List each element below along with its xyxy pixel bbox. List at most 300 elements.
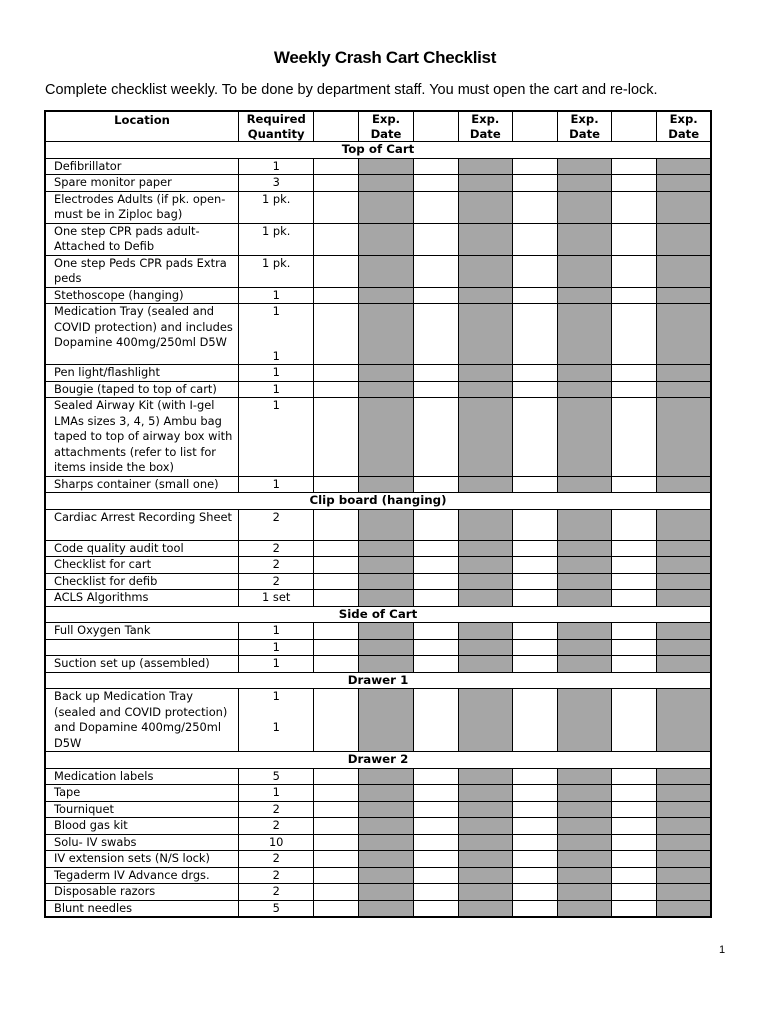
exp-date-cell[interactable] xyxy=(557,834,611,851)
check-cell[interactable] xyxy=(314,476,359,493)
exp-date-cell[interactable] xyxy=(657,223,711,255)
check-cell[interactable] xyxy=(314,573,359,590)
check-cell[interactable] xyxy=(413,223,458,255)
exp-date-cell[interactable] xyxy=(359,573,413,590)
exp-date-cell[interactable] xyxy=(458,801,512,818)
check-cell[interactable] xyxy=(314,801,359,818)
exp-date-cell[interactable] xyxy=(458,884,512,901)
exp-date-cell[interactable] xyxy=(657,884,711,901)
check-cell[interactable] xyxy=(612,867,657,884)
item-location: Checklist for defib xyxy=(45,573,239,590)
check-cell[interactable] xyxy=(612,158,657,175)
check-cell[interactable] xyxy=(512,590,557,607)
exp-date-cell[interactable] xyxy=(458,834,512,851)
exp-date-cell[interactable] xyxy=(458,590,512,607)
exp-date-cell[interactable] xyxy=(359,304,413,365)
check-cell[interactable] xyxy=(314,287,359,304)
exp-date-cell[interactable] xyxy=(359,381,413,398)
checklist-row xyxy=(45,255,711,287)
checklist-row xyxy=(45,557,711,574)
checklist-row xyxy=(45,689,711,752)
check-cell[interactable] xyxy=(612,476,657,493)
quantity-value: 2 xyxy=(272,573,280,588)
check-cell[interactable] xyxy=(612,639,657,656)
item-location: Back up Medication Tray (sealed and COVID protection) and Dopamine 400mg/250ml D5W xyxy=(45,689,239,752)
check-cell[interactable] xyxy=(612,768,657,785)
exp-date-cell[interactable] xyxy=(557,175,611,192)
check-cell[interactable] xyxy=(612,287,657,304)
check-cell[interactable] xyxy=(314,768,359,785)
exp-date-cell[interactable] xyxy=(557,623,611,640)
exp-date-cell[interactable] xyxy=(458,689,512,752)
check-cell[interactable] xyxy=(512,623,557,640)
exp-date-cell[interactable] xyxy=(557,867,611,884)
check-cell[interactable] xyxy=(512,304,557,365)
check-cell[interactable] xyxy=(612,851,657,868)
check-cell[interactable] xyxy=(512,287,557,304)
exp-date-cell[interactable] xyxy=(359,557,413,574)
check-cell[interactable] xyxy=(612,623,657,640)
check-cell[interactable] xyxy=(512,476,557,493)
exp-date-cell[interactable] xyxy=(359,639,413,656)
check-header-4 xyxy=(612,111,657,142)
item-location: Spare monitor paper xyxy=(45,175,239,192)
check-cell[interactable] xyxy=(612,557,657,574)
check-cell[interactable] xyxy=(512,851,557,868)
check-cell[interactable] xyxy=(612,509,657,540)
check-cell[interactable] xyxy=(512,398,557,477)
check-cell[interactable] xyxy=(612,689,657,752)
check-cell[interactable] xyxy=(612,818,657,835)
exp-date-cell[interactable] xyxy=(657,540,711,557)
check-cell[interactable] xyxy=(512,689,557,752)
exp-date-header-4: Exp. Date xyxy=(657,111,711,142)
check-cell[interactable] xyxy=(512,540,557,557)
check-cell[interactable] xyxy=(314,689,359,752)
exp-date-cell[interactable] xyxy=(458,851,512,868)
exp-date-cell[interactable] xyxy=(557,287,611,304)
item-location: Cardiac Arrest Recording Sheet xyxy=(45,509,239,540)
check-cell[interactable] xyxy=(413,540,458,557)
item-quantity xyxy=(239,573,314,590)
section-header-row xyxy=(45,493,711,510)
item-quantity xyxy=(239,867,314,884)
check-cell[interactable] xyxy=(612,175,657,192)
check-cell[interactable] xyxy=(314,365,359,382)
exp-date-cell[interactable] xyxy=(557,768,611,785)
check-cell[interactable] xyxy=(612,365,657,382)
exp-date-cell[interactable] xyxy=(557,223,611,255)
check-cell[interactable] xyxy=(512,573,557,590)
exp-date-cell[interactable] xyxy=(458,191,512,223)
check-cell[interactable] xyxy=(314,557,359,574)
exp-date-cell[interactable] xyxy=(359,884,413,901)
exp-date-cell[interactable] xyxy=(458,639,512,656)
checklist-row xyxy=(45,365,711,382)
check-cell[interactable] xyxy=(413,656,458,673)
exp-date-cell[interactable] xyxy=(657,639,711,656)
checklist-row xyxy=(45,476,711,493)
exp-date-cell[interactable] xyxy=(359,801,413,818)
check-cell[interactable] xyxy=(512,365,557,382)
checklist-row xyxy=(45,223,711,255)
exp-date-cell[interactable] xyxy=(557,398,611,477)
exp-date-cell[interactable] xyxy=(458,476,512,493)
checklist-row xyxy=(45,398,711,477)
exp-date-cell[interactable] xyxy=(657,900,711,917)
item-location: One step CPR pads adult- Attached to Defib xyxy=(45,223,239,255)
check-cell[interactable] xyxy=(512,255,557,287)
check-cell[interactable] xyxy=(612,540,657,557)
exp-date-cell[interactable] xyxy=(557,365,611,382)
check-cell[interactable] xyxy=(413,191,458,223)
check-cell[interactable] xyxy=(314,191,359,223)
check-cell[interactable] xyxy=(314,381,359,398)
check-cell[interactable] xyxy=(413,768,458,785)
exp-date-cell[interactable] xyxy=(359,287,413,304)
exp-date-cell[interactable] xyxy=(657,287,711,304)
exp-date-cell[interactable] xyxy=(557,476,611,493)
check-cell[interactable] xyxy=(314,623,359,640)
check-cell[interactable] xyxy=(314,785,359,802)
exp-date-cell[interactable] xyxy=(359,818,413,835)
check-cell[interactable] xyxy=(413,255,458,287)
exp-date-cell[interactable] xyxy=(359,191,413,223)
exp-date-cell[interactable] xyxy=(458,540,512,557)
checklist-row xyxy=(45,785,711,802)
exp-date-cell[interactable] xyxy=(657,785,711,802)
exp-date-cell[interactable] xyxy=(359,785,413,802)
exp-date-cell[interactable] xyxy=(359,689,413,752)
item-location: Medication Tray (sealed and COVID protection) and includes Dopamine 400mg/250ml D5W xyxy=(45,304,239,365)
check-cell[interactable] xyxy=(314,175,359,192)
exp-date-cell[interactable] xyxy=(458,573,512,590)
check-cell[interactable] xyxy=(314,851,359,868)
check-cell[interactable] xyxy=(512,884,557,901)
check-cell[interactable] xyxy=(314,398,359,477)
section-title: Drawer 1 xyxy=(45,672,711,689)
check-cell[interactable] xyxy=(512,509,557,540)
exp-date-cell[interactable] xyxy=(458,175,512,192)
checklist-row xyxy=(45,834,711,851)
exp-date-cell[interactable] xyxy=(657,175,711,192)
check-cell[interactable] xyxy=(413,381,458,398)
check-cell[interactable] xyxy=(413,884,458,901)
quantity-header: Required Quantity xyxy=(239,111,314,142)
check-cell[interactable] xyxy=(512,768,557,785)
item-quantity xyxy=(239,540,314,557)
check-cell[interactable] xyxy=(612,573,657,590)
check-cell[interactable] xyxy=(512,557,557,574)
quantity-value: 1 xyxy=(272,287,280,302)
exp-date-cell[interactable] xyxy=(359,623,413,640)
exp-date-cell[interactable] xyxy=(557,255,611,287)
check-cell[interactable] xyxy=(413,801,458,818)
item-location: Sealed Airway Kit (with I-gel LMAs sizes 3, 4, 5) Ambu bag taped to top of airway box with attachments (refer to list for items inside the box) xyxy=(45,398,239,477)
check-cell[interactable] xyxy=(413,689,458,752)
exp-date-cell[interactable] xyxy=(458,623,512,640)
exp-date-header-1: Exp. Date xyxy=(359,111,413,142)
exp-date-cell[interactable] xyxy=(557,540,611,557)
check-cell[interactable] xyxy=(314,540,359,557)
check-cell[interactable] xyxy=(612,255,657,287)
quantity-value: 5 xyxy=(272,768,280,783)
exp-date-cell[interactable] xyxy=(458,557,512,574)
item-location: Code quality audit tool xyxy=(45,540,239,557)
check-cell[interactable] xyxy=(413,590,458,607)
item-quantity xyxy=(239,639,314,656)
exp-date-cell[interactable] xyxy=(359,509,413,540)
check-cell[interactable] xyxy=(413,639,458,656)
item-quantity xyxy=(239,175,314,192)
exp-date-cell[interactable] xyxy=(359,834,413,851)
check-cell[interactable] xyxy=(314,639,359,656)
item-quantity xyxy=(239,590,314,607)
checklist-row xyxy=(45,801,711,818)
exp-date-cell[interactable] xyxy=(557,884,611,901)
check-cell[interactable] xyxy=(314,867,359,884)
check-cell[interactable] xyxy=(314,884,359,901)
exp-date-cell[interactable] xyxy=(557,590,611,607)
check-cell[interactable] xyxy=(512,785,557,802)
check-cell[interactable] xyxy=(612,656,657,673)
quantity-value: 1 xyxy=(272,623,280,637)
check-cell[interactable] xyxy=(512,818,557,835)
check-cell[interactable] xyxy=(413,175,458,192)
exp-date-cell[interactable] xyxy=(458,818,512,835)
exp-date-cell[interactable] xyxy=(657,623,711,640)
check-cell[interactable] xyxy=(413,365,458,382)
check-cell[interactable] xyxy=(413,573,458,590)
exp-date-cell[interactable] xyxy=(458,365,512,382)
check-cell[interactable] xyxy=(314,656,359,673)
quantity-value: 1 pk. xyxy=(262,255,291,270)
check-cell[interactable] xyxy=(612,801,657,818)
check-cell[interactable] xyxy=(512,801,557,818)
check-cell[interactable] xyxy=(413,900,458,917)
exp-date-cell[interactable] xyxy=(458,900,512,917)
exp-date-cell[interactable] xyxy=(359,900,413,917)
exp-date-cell[interactable] xyxy=(359,223,413,255)
quantity-value: 2 xyxy=(272,509,280,524)
check-cell[interactable] xyxy=(314,900,359,917)
exp-date-cell[interactable] xyxy=(458,287,512,304)
checklist-row xyxy=(45,573,711,590)
exp-date-cell[interactable] xyxy=(657,398,711,477)
exp-date-cell[interactable] xyxy=(557,639,611,656)
exp-date-cell[interactable] xyxy=(557,158,611,175)
check-cell[interactable] xyxy=(612,785,657,802)
quantity-value: 1 xyxy=(272,656,280,670)
check-cell[interactable] xyxy=(612,223,657,255)
exp-date-cell[interactable] xyxy=(557,304,611,365)
exp-date-cell[interactable] xyxy=(557,689,611,752)
check-cell[interactable] xyxy=(413,867,458,884)
check-cell[interactable] xyxy=(413,785,458,802)
item-quantity xyxy=(239,623,314,640)
exp-date-cell[interactable] xyxy=(657,656,711,673)
exp-date-cell[interactable] xyxy=(557,656,611,673)
checklist-table xyxy=(44,110,712,918)
quantity-value: 1 xyxy=(272,639,280,654)
check-cell[interactable] xyxy=(512,639,557,656)
exp-date-cell[interactable] xyxy=(657,818,711,835)
check-cell[interactable] xyxy=(512,223,557,255)
exp-date-cell[interactable] xyxy=(359,768,413,785)
check-cell[interactable] xyxy=(512,900,557,917)
check-cell[interactable] xyxy=(413,818,458,835)
check-cell[interactable] xyxy=(413,287,458,304)
exp-date-cell[interactable] xyxy=(359,175,413,192)
checklist-row xyxy=(45,851,711,868)
exp-date-cell[interactable] xyxy=(657,476,711,493)
location-header: Location xyxy=(45,111,239,142)
exp-date-cell[interactable] xyxy=(557,851,611,868)
quantity-value: 1 xyxy=(272,381,280,396)
exp-date-cell[interactable] xyxy=(359,656,413,673)
exp-date-cell[interactable] xyxy=(359,255,413,287)
checklist-row xyxy=(45,656,711,673)
quantity-value: 1 xyxy=(272,476,280,491)
exp-date-cell[interactable] xyxy=(458,656,512,673)
check-cell[interactable] xyxy=(413,398,458,477)
item-quantity xyxy=(239,191,314,223)
exp-date-cell[interactable] xyxy=(657,304,711,365)
check-cell[interactable] xyxy=(314,255,359,287)
check-cell[interactable] xyxy=(413,851,458,868)
exp-date-cell[interactable] xyxy=(359,398,413,477)
check-cell[interactable] xyxy=(314,509,359,540)
exp-date-cell[interactable] xyxy=(557,557,611,574)
exp-date-cell[interactable] xyxy=(458,768,512,785)
check-header-3 xyxy=(512,111,557,142)
check-cell[interactable] xyxy=(612,884,657,901)
exp-date-cell[interactable] xyxy=(657,689,711,752)
section-header-row xyxy=(45,606,711,623)
check-cell[interactable] xyxy=(413,304,458,365)
check-cell[interactable] xyxy=(413,623,458,640)
check-cell[interactable] xyxy=(413,557,458,574)
exp-date-cell[interactable] xyxy=(458,509,512,540)
checklist-row xyxy=(45,623,711,640)
exp-date-cell[interactable] xyxy=(557,573,611,590)
item-location: ACLS Algorithms xyxy=(45,590,239,607)
check-cell[interactable] xyxy=(612,900,657,917)
exp-date-cell[interactable] xyxy=(359,590,413,607)
exp-date-cell[interactable] xyxy=(657,255,711,287)
exp-date-cell[interactable] xyxy=(657,834,711,851)
exp-date-cell[interactable] xyxy=(657,768,711,785)
check-cell[interactable] xyxy=(314,304,359,365)
item-quantity xyxy=(239,381,314,398)
check-cell[interactable] xyxy=(413,158,458,175)
exp-date-cell[interactable] xyxy=(359,158,413,175)
exp-date-cell[interactable] xyxy=(657,573,711,590)
check-cell[interactable] xyxy=(512,834,557,851)
exp-date-cell[interactable] xyxy=(557,191,611,223)
check-cell[interactable] xyxy=(413,509,458,540)
check-cell[interactable] xyxy=(512,381,557,398)
check-cell[interactable] xyxy=(512,867,557,884)
check-cell[interactable] xyxy=(612,834,657,851)
exp-date-cell[interactable] xyxy=(458,398,512,477)
check-cell[interactable] xyxy=(413,476,458,493)
checklist-row xyxy=(45,191,711,223)
item-location: Checklist for cart xyxy=(45,557,239,574)
exp-date-cell[interactable] xyxy=(458,381,512,398)
check-cell[interactable] xyxy=(314,834,359,851)
exp-date-cell[interactable] xyxy=(557,381,611,398)
check-cell[interactable] xyxy=(612,304,657,365)
check-cell[interactable] xyxy=(512,175,557,192)
exp-date-cell[interactable] xyxy=(657,158,711,175)
quantity-value: 2 xyxy=(272,867,280,882)
check-cell[interactable] xyxy=(512,191,557,223)
exp-date-cell[interactable] xyxy=(557,801,611,818)
item-quantity xyxy=(239,476,314,493)
exp-date-cell[interactable] xyxy=(657,801,711,818)
check-cell[interactable] xyxy=(512,656,557,673)
check-cell[interactable] xyxy=(413,834,458,851)
exp-date-cell[interactable] xyxy=(657,381,711,398)
exp-date-cell[interactable] xyxy=(458,158,512,175)
exp-date-cell[interactable] xyxy=(657,509,711,540)
check-cell[interactable] xyxy=(612,398,657,477)
quantity-value: 2 xyxy=(272,818,280,832)
exp-date-cell[interactable] xyxy=(657,590,711,607)
checklist-row xyxy=(45,590,711,607)
item-location: Bougie (taped to top of cart) xyxy=(45,381,239,398)
check-cell[interactable] xyxy=(612,191,657,223)
quantity-value: 1 xyxy=(272,719,280,734)
check-cell[interactable] xyxy=(314,818,359,835)
exp-date-cell[interactable] xyxy=(359,365,413,382)
quantity-value: 5 xyxy=(272,900,280,915)
checklist-row xyxy=(45,639,711,656)
exp-date-cell[interactable] xyxy=(359,476,413,493)
exp-date-cell[interactable] xyxy=(458,255,512,287)
exp-date-cell[interactable] xyxy=(557,509,611,540)
check-cell[interactable] xyxy=(612,381,657,398)
check-cell[interactable] xyxy=(612,590,657,607)
exp-date-cell[interactable] xyxy=(458,223,512,255)
check-cell[interactable] xyxy=(314,223,359,255)
exp-date-cell[interactable] xyxy=(657,557,711,574)
exp-date-cell[interactable] xyxy=(557,818,611,835)
exp-date-cell[interactable] xyxy=(557,785,611,802)
exp-date-cell[interactable] xyxy=(458,867,512,884)
exp-date-cell[interactable] xyxy=(657,851,711,868)
item-quantity xyxy=(239,801,314,818)
check-cell[interactable] xyxy=(512,158,557,175)
exp-date-cell[interactable] xyxy=(657,191,711,223)
page-title: Weekly Crash Cart Checklist xyxy=(273,48,497,67)
exp-date-cell[interactable] xyxy=(657,867,711,884)
exp-date-cell[interactable] xyxy=(657,365,711,382)
check-cell[interactable] xyxy=(314,590,359,607)
quantity-value: 10 xyxy=(268,834,284,849)
exp-date-cell[interactable] xyxy=(458,304,512,365)
exp-date-cell[interactable] xyxy=(359,540,413,557)
check-cell[interactable] xyxy=(314,158,359,175)
section-header-row xyxy=(45,672,711,689)
exp-date-cell[interactable] xyxy=(557,900,611,917)
checklist-row xyxy=(45,381,711,398)
exp-date-cell[interactable] xyxy=(359,867,413,884)
exp-date-cell[interactable] xyxy=(359,851,413,868)
checklist-row xyxy=(45,540,711,557)
exp-date-cell[interactable] xyxy=(458,785,512,802)
